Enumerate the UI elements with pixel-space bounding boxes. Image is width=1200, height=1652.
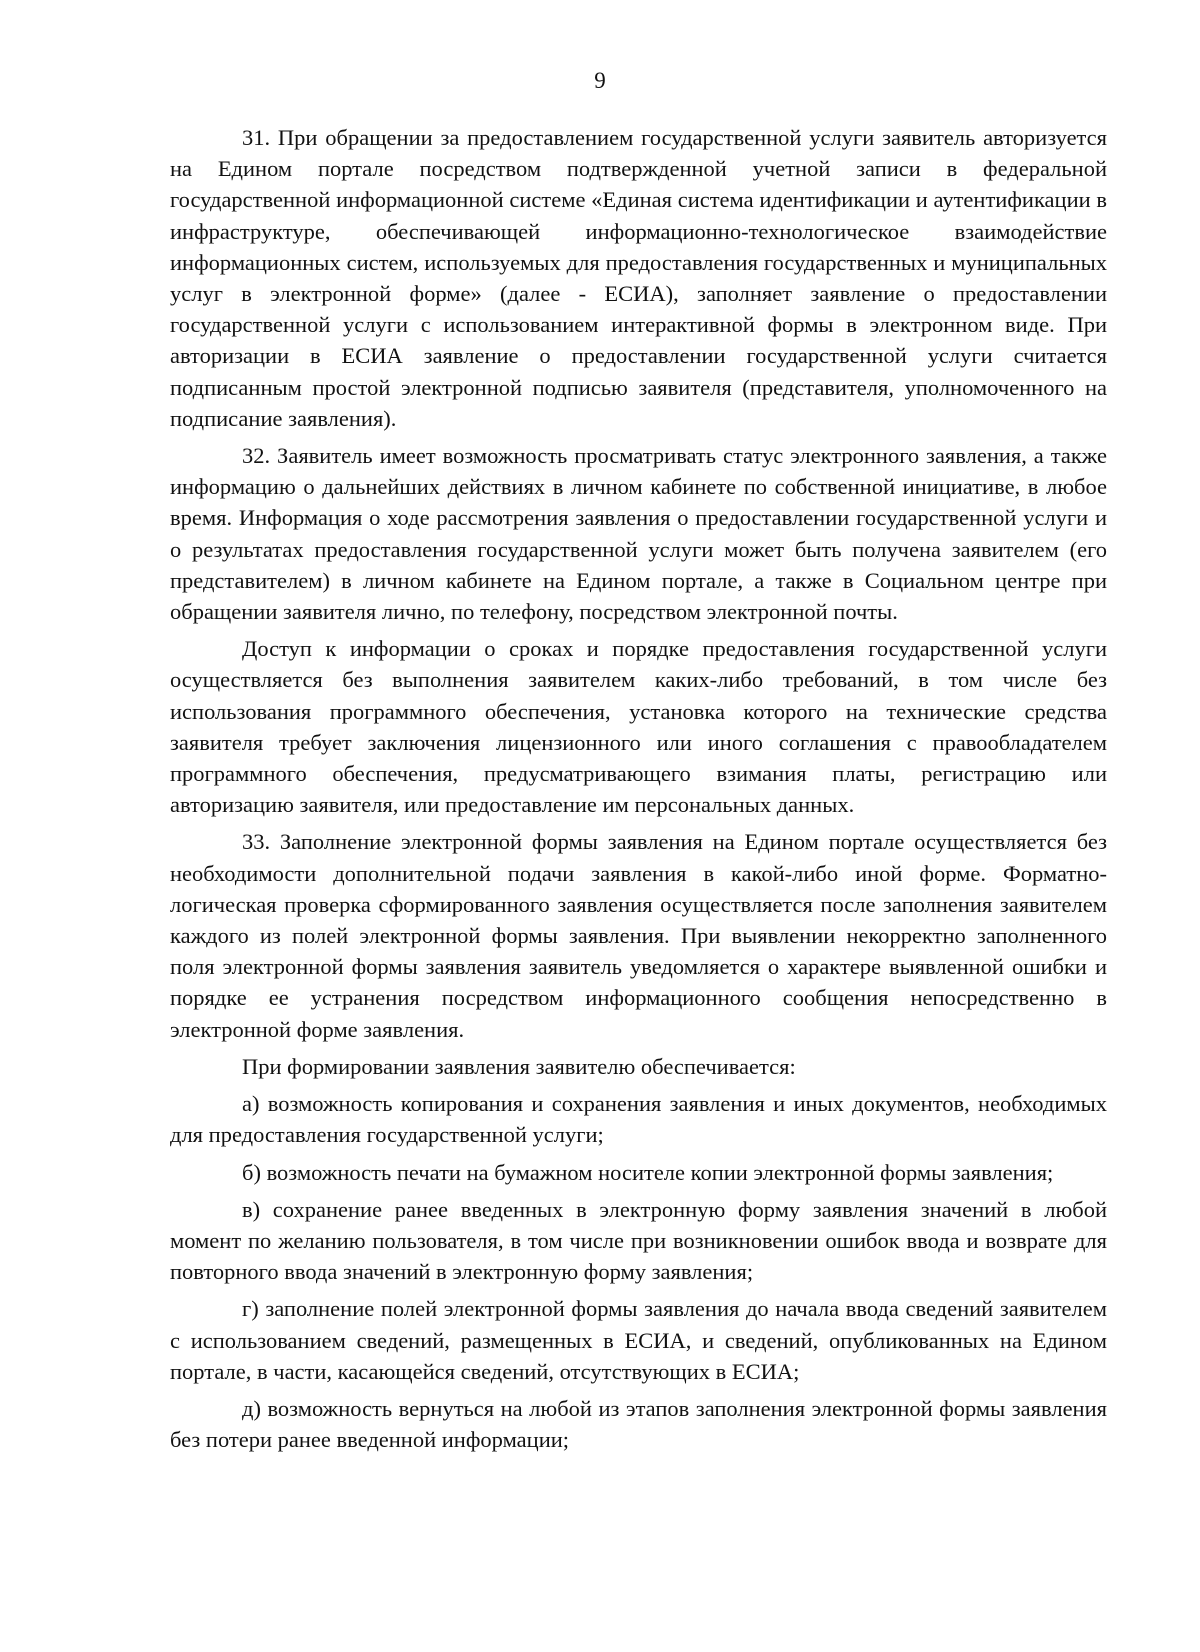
list-item-b: б) возможность печати на бумажном носителе копии электронной формы заявления; [242, 1159, 1054, 1185]
paragraph-31: 31. При обращении за предоставлением государственной услуги заявитель авторизуется на Едином портале посредством подтвержденной учетной записи в федеральной государственной информационной системе «Единая система идентификации и аутентификации в инфраструктуре, обеспечивающей информационно-технологическое взаимодействие информационных систем, используемых для предоставления государственных и муниципальных услуг в электронной форме» (далее - ЕСИА), заполняет заявление о предоставлении государственной услуги с использованием интерактивной формы в электронном виде. При авторизации в ЕСИА заявление о предоставлении государственной услуги считается подписанным простой электронной подписью заявителя (представителя, уполномоченного на подписание заявления). [170, 125, 1107, 431]
list-item-g: г) заполнение полей электронной формы заявления до начала ввода сведений заявителем с использованием сведений, размещенных в ЕСИА, и сведений, опубликованных на Едином портале, в части, касающейся сведений, отсутствующих в ЕСИА; [170, 1296, 1107, 1384]
page-number: 9 [594, 68, 606, 93]
paragraph-33: 33. Заполнение электронной формы заявления на Едином портале осуществляется без необходимости дополнительной подачи заявления в какой-либо иной форме. Форматно-логическая проверка сформированного заявления осуществляется после заполнения заявителем каждого из полей электронной формы заявления. При выявлении некорректно заполненного поля электронной формы заявления заявитель уведомляется о характере выявленной ошибки и порядке ее устранения посредством информационного сообщения непосредственно в электронной форме заявления. [170, 829, 1107, 1042]
paragraph-32: 32. Заявитель имеет возможность просматривать статус электронного заявления, а также информацию о дальнейших действиях в личном кабинете по собственной инициативе, в любое время. Информация о ходе рассмотрения заявления о предоставлении государственной услуги и о результатах предоставления государственной услуги может быть получена заявителем (его представителем) в личном кабинете на Едином портале, а также в Социальном центре при обращении заявителя лично, по телефону, посредством электронной почты. [170, 443, 1107, 625]
paragraph-form-intro: При формировании заявления заявителю обеспечивается: [242, 1053, 796, 1079]
list-item-v: в) сохранение ранее введенных в электронную форму заявления значений в любой момент по желанию пользователя, в том числе при возникновении ошибок ввода и возврате для повторного ввода значений в электронную форму заявления; [170, 1196, 1107, 1285]
list-item-d: д) возможность вернуться на любой из этапов заполнения электронной формы заявления без потери ранее введенной информации; [170, 1395, 1107, 1453]
paragraph-info-access: Доступ к информации о сроках и порядке предоставления государственной услуги осуществляется без выполнения заявителем каких-либо требований, в том числе без использования программного обеспечения, установка которого на технические средства заявителя требует заключения лицензионного или иного соглашения с правообладателем программного обеспечения, предусматривающего взимания платы, регистрацию или авторизацию заявителя, или предоставление им персональных данных. [170, 636, 1107, 818]
list-item-a: а) возможность копирования и сохранения заявления и иных документов, необходимых для предоставления государственной услуги; [170, 1091, 1107, 1148]
document-body [170, 122, 1107, 1455]
